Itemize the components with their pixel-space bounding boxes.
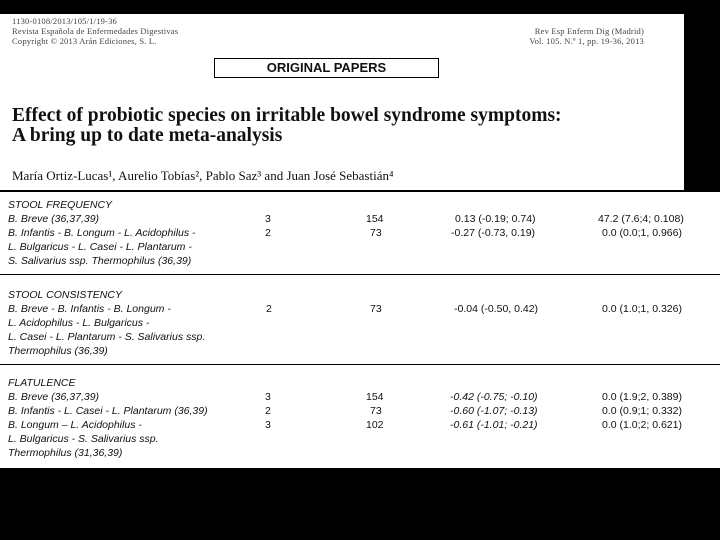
studies-cell: 3 <box>265 213 271 225</box>
journal-citation: Rev Esp Enferm Dig (Madrid) <box>534 26 644 36</box>
species-cell: L. Casei - L. Plantarum - S. Salivarius ssp. <box>8 331 206 343</box>
section-heading: STOOL FREQUENCY <box>8 199 113 211</box>
heterogeneity-cell: 0.0 (1.0;2; 0.621) <box>602 419 682 431</box>
section-divider <box>0 274 720 275</box>
journal-name: Revista Española de Enfermedades Digestivas <box>12 26 179 36</box>
species-cell: L. Bulgaricus - L. Casei - L. Plantarum - <box>8 241 192 253</box>
species-cell: Thermophilus (31,36,39) <box>8 447 123 459</box>
section-heading: FLATULENCE <box>8 377 76 389</box>
journal-meta-right <box>529 26 644 46</box>
studies-cell: 3 <box>265 391 271 403</box>
species-cell: B. Longum – L. Acidophilus - <box>8 419 142 431</box>
volume-line: Vol. 105. N.º 1, pp. 19-36, 2013 <box>529 36 644 46</box>
heterogeneity-cell: 0.0 (0.0;1, 0.966) <box>602 227 682 239</box>
paper-title <box>12 106 680 146</box>
paper-header <box>0 14 684 190</box>
species-cell: L. Acidophilus - L. Bulgaricus - <box>8 317 150 329</box>
heterogeneity-cell: 0.0 (1.0;1, 0.326) <box>602 303 682 315</box>
title-line-1: Effect of probiotic species on irritable bowel syndrome symptoms: <box>12 105 562 126</box>
title-line-2: A bring up to date meta-analysis <box>12 125 283 146</box>
section-heading: STOOL CONSISTENCY <box>8 289 122 301</box>
authors: María Ortiz-Lucas¹, Aurelio Tobías², Pablo Saz³ and Juan José Sebastián⁴ <box>12 168 394 183</box>
n-cell: 73 <box>370 227 382 239</box>
n-cell: 102 <box>366 419 384 431</box>
n-cell: 154 <box>366 213 384 225</box>
heterogeneity-cell: 0.0 (1.9;2, 0.389) <box>602 391 682 403</box>
species-cell: B. Breve (36,37,39) <box>8 391 100 403</box>
doi-line: 1130-0108/2013/105/1/19-36 <box>12 16 117 26</box>
effect-cell: -0.60 (-1.07; -0.13) <box>450 405 538 417</box>
effect-cell: -0.27 (-0.73, 0.19) <box>451 227 536 239</box>
effect-cell: -0.42 (-0.75; -0.10) <box>450 391 538 403</box>
species-cell: Thermophilus (36,39) <box>8 345 108 357</box>
n-cell: 73 <box>370 303 382 315</box>
section-divider <box>0 364 720 365</box>
species-cell: B. Breve (36,37,39) <box>8 213 100 225</box>
species-cell: B. Infantis - L. Casei - L. Plantarum (36,39) <box>8 405 208 417</box>
section-label: ORIGINAL PAPERS <box>214 58 439 78</box>
species-cell: B. Infantis - B. Longum - L. Acidophilus - <box>8 227 196 239</box>
journal-meta-left <box>12 16 178 46</box>
effect-cell: -0.04 (-0.50, 0.42) <box>454 303 539 315</box>
n-cell: 73 <box>370 405 382 417</box>
copyright-line: Copyright © 2013 Arán Ediciones, S. L. <box>12 36 157 46</box>
species-cell: B. Breve - B. Infantis - B. Longum - <box>8 303 171 315</box>
studies-cell: 2 <box>266 303 272 315</box>
heterogeneity-cell: 47.2 (7.6;4; 0.108) <box>598 213 684 225</box>
species-cell: L. Bulgaricus - S. Salivarius ssp. <box>8 433 159 445</box>
studies-cell: 2 <box>265 405 271 417</box>
studies-cell: 2 <box>265 227 271 239</box>
studies-cell: 3 <box>265 419 271 431</box>
species-cell: S. Salivarius ssp. Thermophilus (36,39) <box>8 255 192 267</box>
n-cell: 154 <box>366 391 384 403</box>
results-table <box>0 192 720 468</box>
effect-cell: -0.61 (-1.01; -0.21) <box>450 419 538 431</box>
heterogeneity-cell: 0.0 (0.9;1; 0.332) <box>602 405 682 417</box>
effect-cell: 0.13 (-0.19; 0.74) <box>455 213 536 225</box>
